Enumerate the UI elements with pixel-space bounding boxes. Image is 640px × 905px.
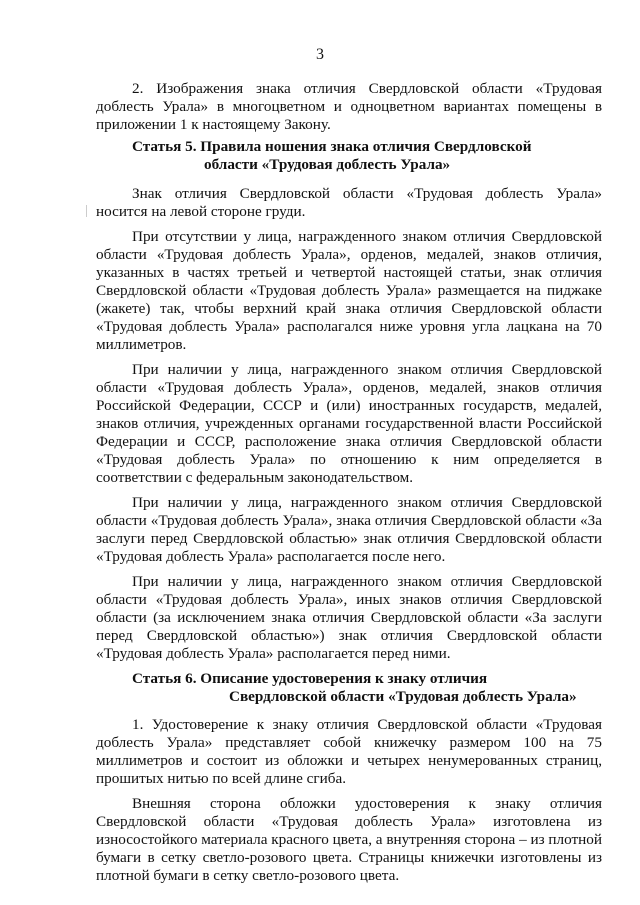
article-5-paragraph-4: При наличии у лица, награжденного знаком отличия Свердловской области «Трудовая доблесть Урала», знака отличия Свердловской области «За заслуги перед Свердловской областью» знак отличия Свердловской области «Трудовая доблесть Урала» располагается после него. [96,494,602,565]
article-6-paragraph-1: 1. Удостоверение к знаку отличия Свердловской области «Трудовая доблесть Урала» представляет собой книжечку размером 100 на 75 миллиметров и состоит из обложки и четырех ненумерованных страниц, прошитых нитью по всей длине сгиба. [96,716,602,787]
paragraph-article4-part2: 2. Изображения знака отличия Свердловской области «Трудовая доблесть Урала» в многоцветном и одноцветном вариантах помещены в приложении 1 к настоящему Закону. [96,80,602,133]
page-number: 3 [316,46,324,63]
document-body [96,80,602,892]
article-6-heading-line1: Статья 6. Описание удостоверения к знаку отличия [132,670,488,687]
article-5-heading-line2: области «Трудовая доблесть Урала» [204,156,451,173]
margin-mark [86,205,87,217]
article-6-heading [96,670,602,706]
article-5-paragraph-2: При отсутствии у лица, награжденного знаком отличия Свердловской области «Трудовая доблесть Урала», орденов, медалей, знаков отличия, указанных в частях третьей и четвертой настоящей статьи, знак отличия Свердловской области «Трудовая доблесть Урала» размещается на пиджаке (жакете) так, чтобы верхний край знака отличия Свердловской области «Трудовая доблесть Урала» располагался ниже уровня угла лацкана на 70 миллиметров. [96,228,602,353]
article-5-paragraph-3: При наличии у лица, награжденного знаком отличия Свердловской области «Трудовая доблесть Урала», орденов, медалей, знаков отличия Российской Федерации, СССР и (или) иностранных государств, медалей, знаков отличия, учрежденных органами государственной власти Российской Федерации и СССР, расположение знака отличия Свердловской области «Трудовая доблесть Урала» по отношению к ним определяется в соответствии с федеральным законодательством. [96,361,602,486]
article-6-heading-line2: Свердловской области «Трудовая доблесть Урала» [229,688,577,705]
article-5-paragraph-5: При наличии у лица, награжденного знаком отличия Свердловской области «Трудовая доблесть Урала», иных знаков отличия Свердловской области (за исключением знака отличия Свердловской области «За заслуги перед Свердловской областью») знак отличия Свердловской области «Трудовая доблесть Урала» располагается перед ними. [96,573,602,662]
article-5-heading-line1: Статья 5. Правила ношения знака отличия Свердловской [132,138,532,155]
article-5-paragraph-1: Знак отличия Свердловской области «Трудовая доблесть Урала» носится на левой стороне груди. [96,185,602,220]
article-5-heading [96,138,602,174]
article-6-paragraph-2: Внешняя сторона обложки удостоверения к знаку отличия Свердловской области «Трудовая доблесть Урала» изготовлена из износостойкого материала красного цвета, а внутренняя сторона – из плотной бумаги в сетку светло-розового цвета. Страницы книжечки изготовлены из плотной бумаги в сетку светло-розового цвета. [96,795,602,884]
